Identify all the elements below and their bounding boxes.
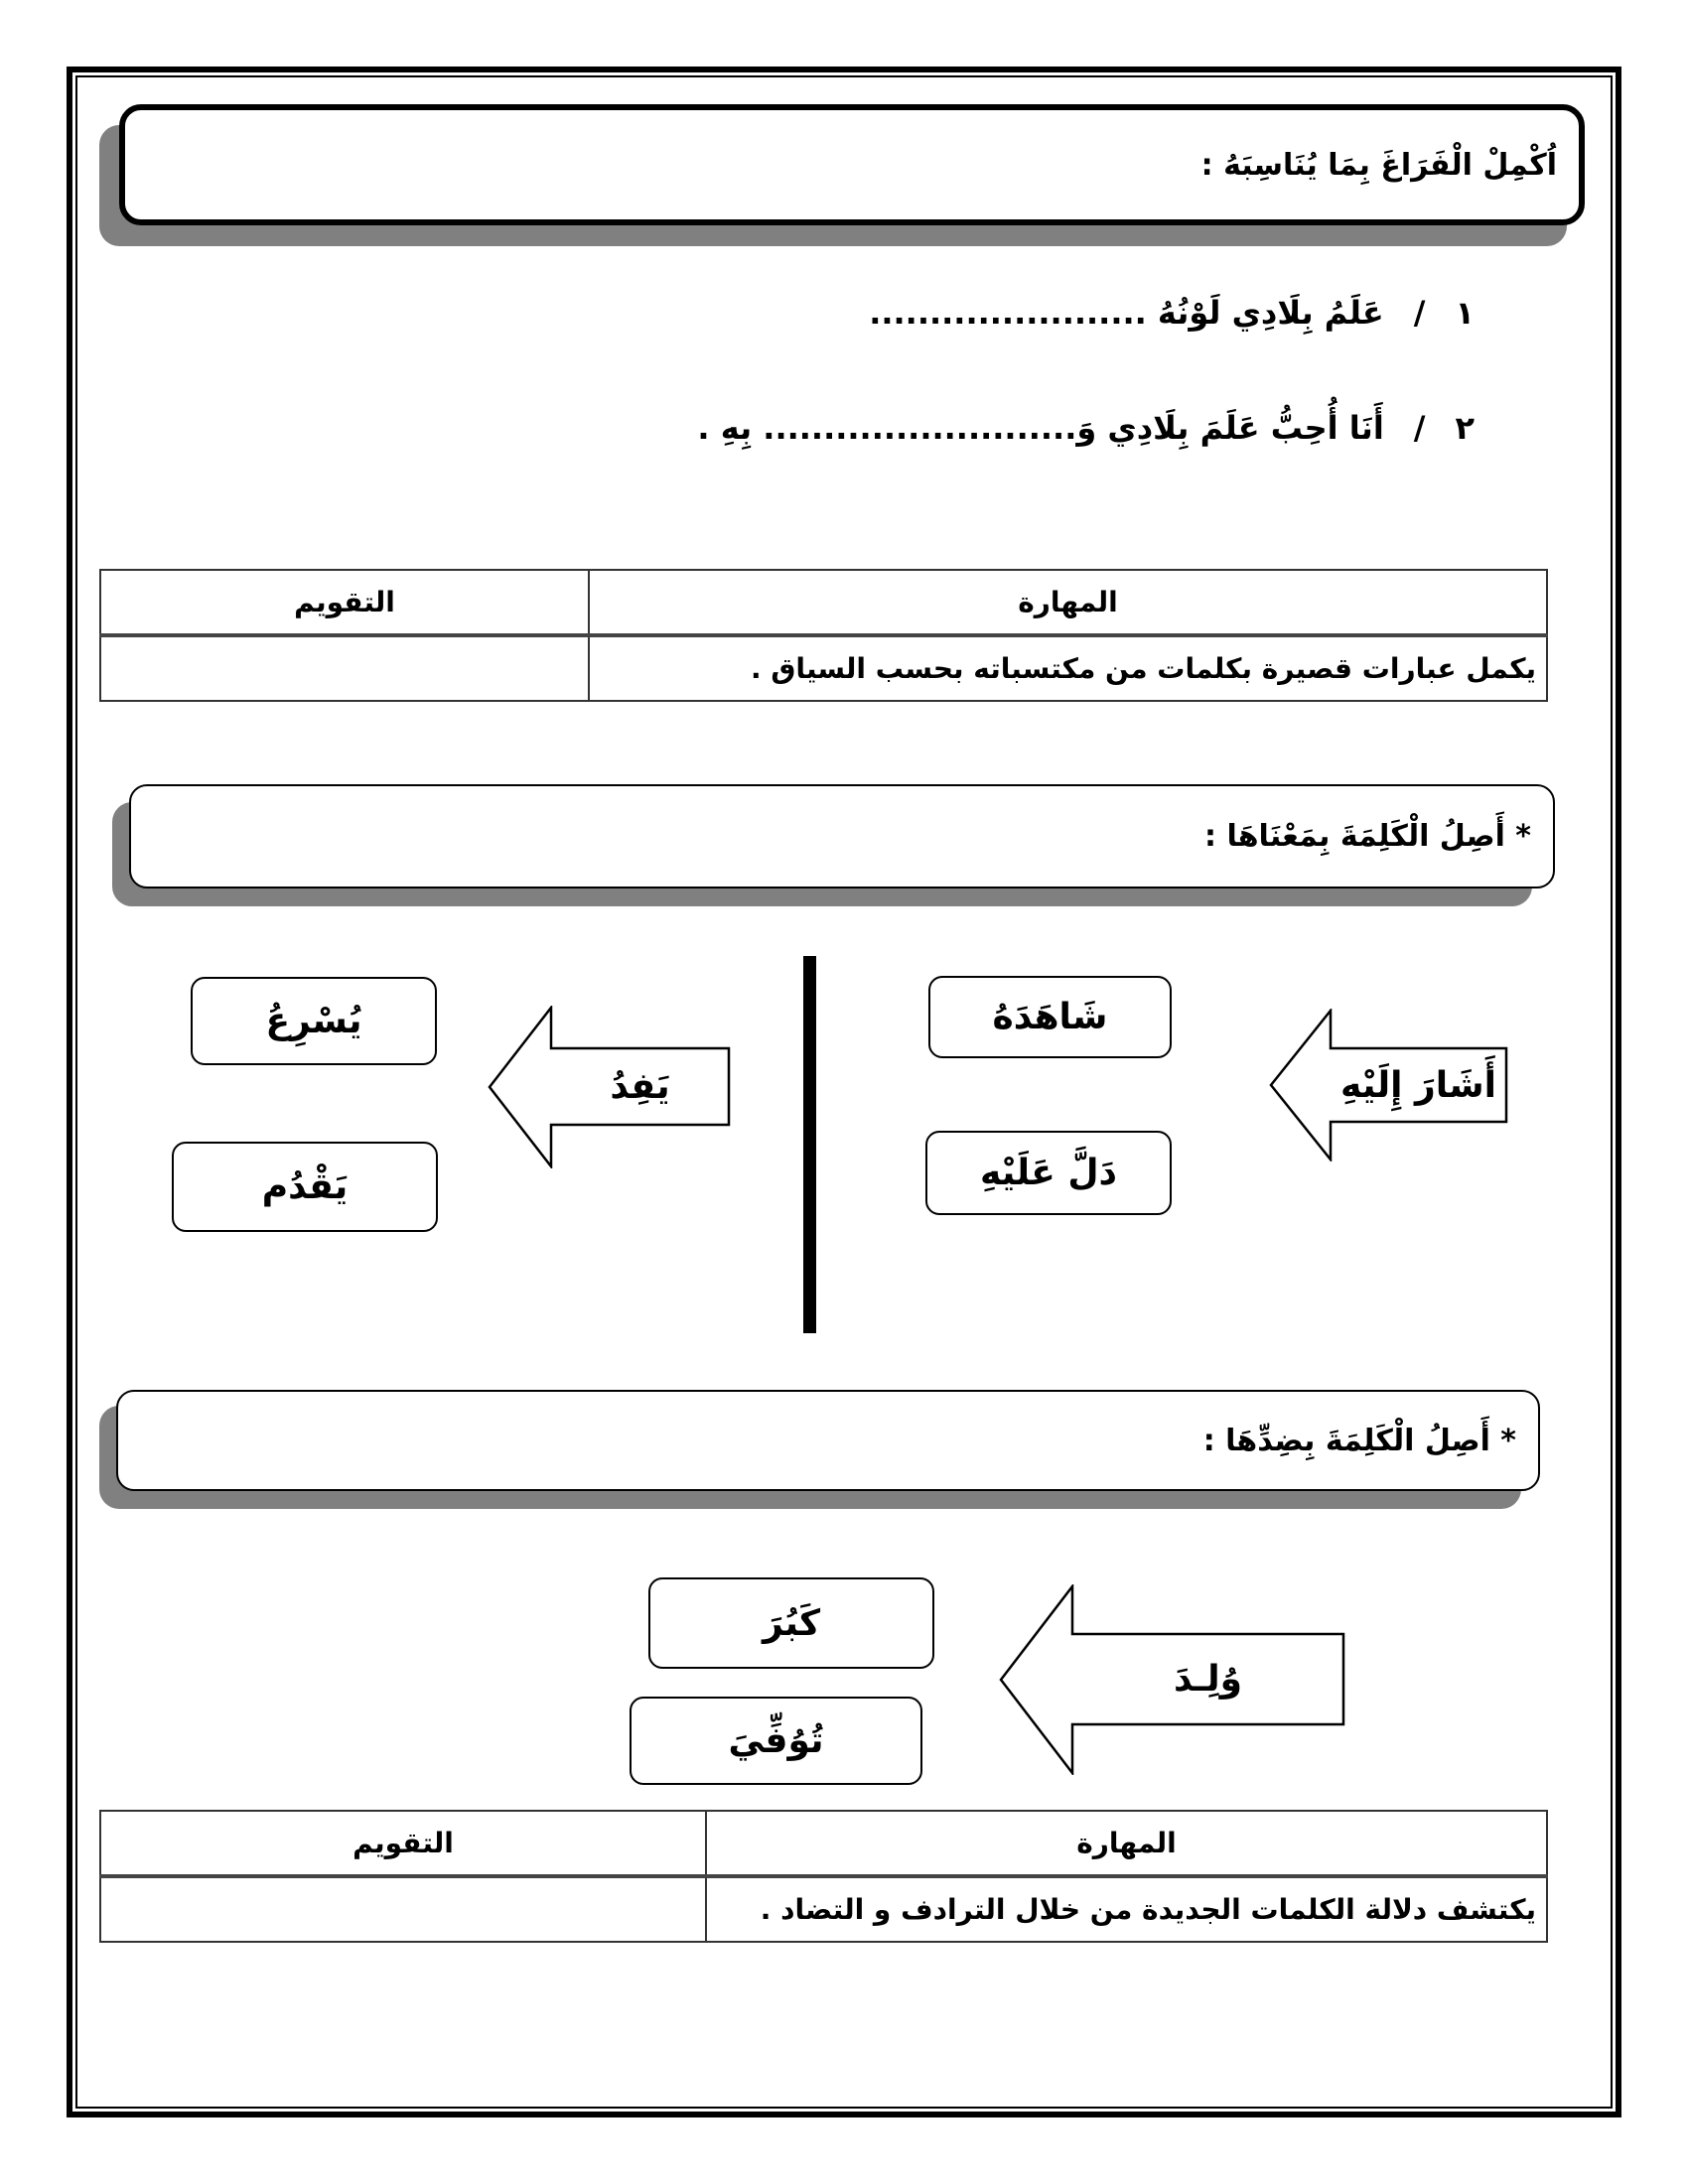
skill-cell: يكمل عبارات قصيرة بكلمات من مكتسباته بحسب السياق . — [589, 635, 1547, 701]
section1-title: اُكْمِلْ الْفَرَاغَ بِمَا يُنَاسِبَهُ : — [1200, 147, 1557, 183]
vertical-divider — [803, 956, 816, 1333]
section3-title: * أَصِلُ الْكَلِمَةَ بِضِدِّهَا : — [1202, 1423, 1516, 1458]
evaluation-header: التقويم — [100, 570, 589, 635]
option-box[interactable]: شَاهَدَهُ — [928, 976, 1172, 1058]
section1-header — [119, 104, 1585, 225]
section3-header — [116, 1390, 1540, 1491]
skill-header: المهارة — [589, 570, 1547, 635]
option-box[interactable]: كَبُرَ — [648, 1577, 934, 1669]
table-header-row — [100, 570, 1547, 635]
section2-header — [129, 784, 1555, 888]
skill-cell: يكتشف دلالة الكلمات الجديدة من خلال الترادف و التضاد . — [706, 1876, 1547, 1942]
table-row — [100, 1876, 1547, 1942]
source-word[interactable]: وُلِـدَ — [1174, 1659, 1242, 1700]
fill-line-1 — [869, 294, 1475, 332]
evaluation-cell[interactable] — [100, 1876, 706, 1942]
fill-line-text: عَلَمُ بِلَادِي لَوْنُهُ ....................... — [869, 294, 1384, 332]
source-word-arrow-right — [1269, 1009, 1509, 1161]
source-word-arrow-left — [488, 1006, 732, 1168]
skill-table-2 — [99, 1810, 1548, 1943]
skill-header: المهارة — [706, 1811, 1547, 1876]
source-word[interactable]: أَشَارَ إِلَيْهِ — [1340, 1064, 1496, 1106]
item-separator: / — [1413, 409, 1426, 447]
evaluation-header: التقويم — [100, 1811, 706, 1876]
fill-line-2 — [697, 409, 1475, 447]
source-word[interactable]: يَفِدُ — [610, 1066, 670, 1107]
option-box[interactable]: تُوُفِّيَ — [630, 1697, 922, 1785]
table-row — [100, 635, 1547, 701]
skill-table-1 — [99, 569, 1548, 702]
option-box[interactable]: يَقْدُم — [172, 1142, 438, 1232]
section2-title: * أَصِلُ الْكَلِمَةَ بِمَعْنَاهَا : — [1204, 819, 1531, 854]
item-number: ١ — [1455, 294, 1475, 332]
evaluation-cell[interactable] — [100, 635, 589, 701]
item-separator: / — [1413, 294, 1426, 332]
option-box[interactable]: دَلَّ عَلَيْهِ — [925, 1131, 1172, 1215]
item-number: ٢ — [1455, 409, 1475, 447]
option-box[interactable]: يُسْرِعُ — [191, 977, 437, 1065]
fill-line-text: أَنَا أُحِبُّ عَلَمَ بِلَادِي وَ.......................... بِهِ . — [697, 409, 1384, 447]
table-header-row — [100, 1811, 1547, 1876]
source-word-arrow — [999, 1584, 1346, 1775]
